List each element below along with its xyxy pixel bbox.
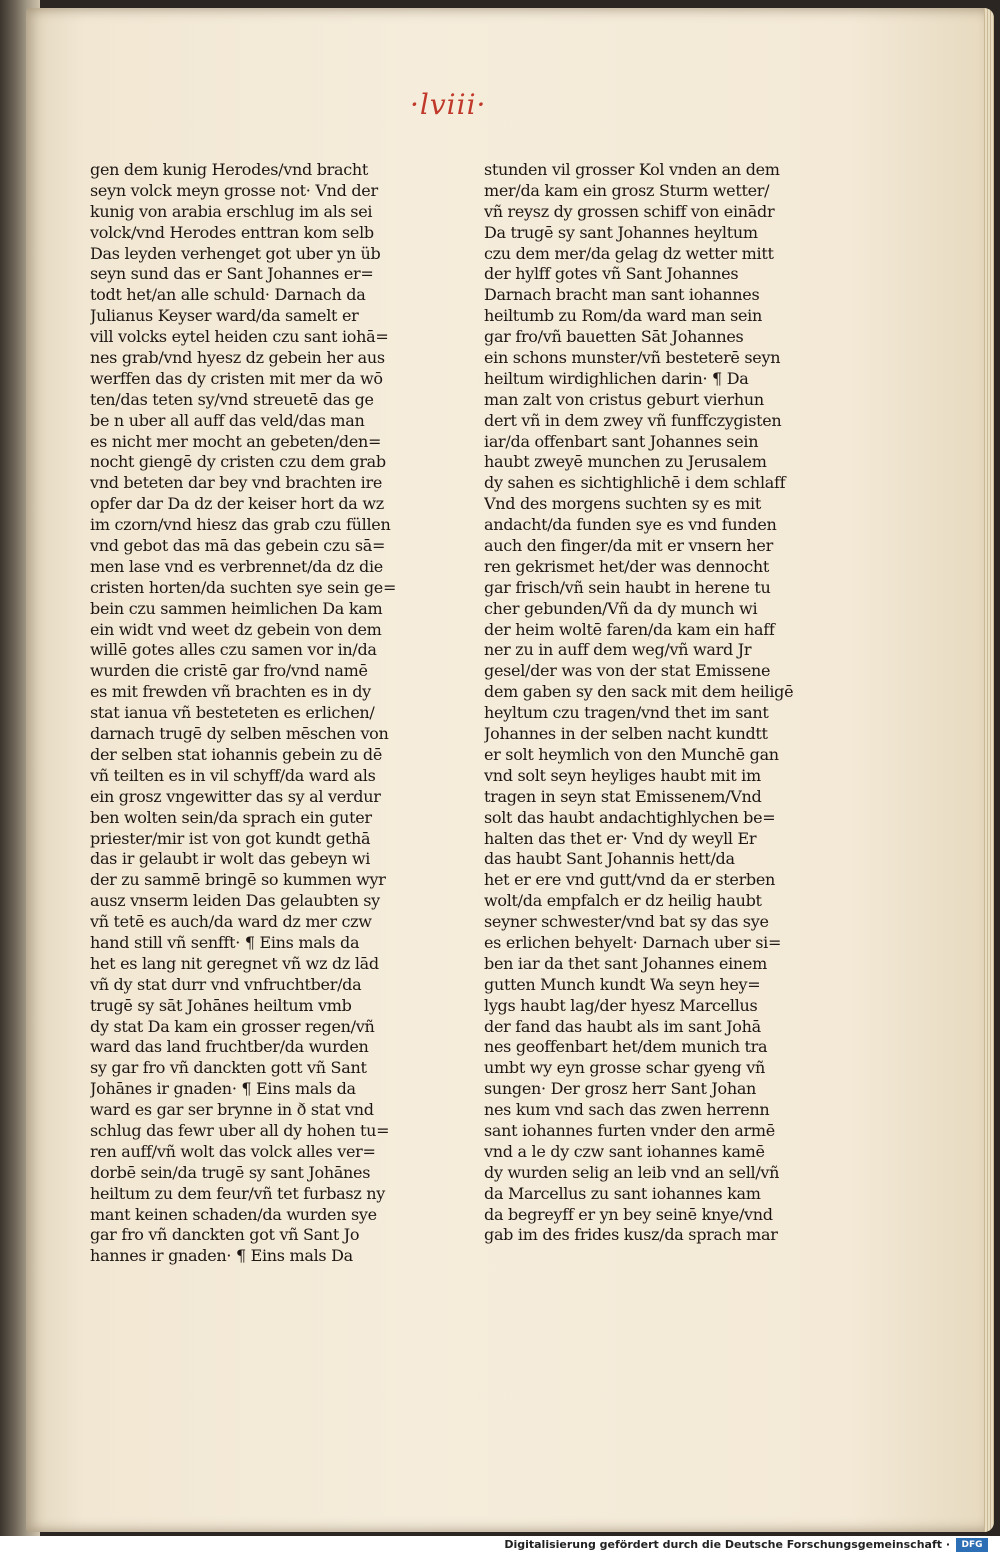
text-line: schlug das fewr uber all dy hohen tu= bbox=[90, 1120, 390, 1140]
text-line: cher gebunden/Vñ da dy munch wi bbox=[484, 598, 758, 618]
text-line: ren gekrismet het/der was dennocht bbox=[484, 556, 770, 576]
text-line: darnach trugē dy selben mēschen von bbox=[90, 724, 389, 744]
text-line: gar fro vñ danckten got vñ Sant Jo bbox=[90, 1225, 360, 1245]
text-line: sant iohannes furten vnder den armē bbox=[484, 1120, 775, 1140]
text-line: hand still vñ senfft· ¶ Eins mals da bbox=[90, 932, 360, 952]
text-line: es erlichen behyelt· Darnach uber si= bbox=[484, 932, 782, 952]
text-line: das haubt Sant Johannis hett/da bbox=[484, 849, 735, 869]
text-line: vnd a le dy czw sant iohannes kamē bbox=[484, 1141, 765, 1161]
text-line: halten das thet er· Vnd dy weyll Er bbox=[484, 828, 757, 848]
text-line: der selben stat iohannis gebein zu dē bbox=[90, 744, 383, 764]
text-line: Julianus Keyser ward/da samelt er bbox=[90, 306, 359, 326]
text-line: sungen· Der grosz herr Sant Johan bbox=[484, 1079, 757, 1099]
text-line: seyn volck meyn grosse not· Vnd der bbox=[90, 180, 378, 200]
text-line: het es lang nit geregnet vñ wz dz lād bbox=[90, 953, 379, 973]
text-line: heiltum zu dem feur/vñ tet furbasz ny bbox=[90, 1183, 385, 1203]
text-line: ben iar da thet sant Johannes einem bbox=[484, 953, 767, 973]
text-line: Darnach bracht man sant iohannes bbox=[484, 285, 760, 305]
text-line: mer/da kam ein grosz Sturm wetter/ bbox=[484, 180, 770, 200]
text-line: sy gar fro vñ danckten gott vñ Sant bbox=[90, 1058, 367, 1078]
text-line: er solt heymlich von den Munchē gan bbox=[484, 744, 779, 764]
text-line: ausz vnserm leiden Das gelaubten sy bbox=[90, 891, 380, 911]
text-line: das ir gelaubt ir wolt das gebeyn wi bbox=[90, 849, 371, 869]
text-line: Das leyden verhenget got uber yn üb bbox=[90, 243, 381, 263]
text-line: stat ianua vñ besteteten es erlichen/ bbox=[90, 703, 375, 723]
text-line: umbt wy eyn grosse schar gyeng vñ bbox=[484, 1058, 766, 1078]
text-line: ren auff/vñ wolt das volck alles ver= bbox=[90, 1141, 376, 1161]
text-line: seyn sund das er Sant Johannes er= bbox=[90, 264, 374, 284]
footer-credit: Digitalisierung gefördert durch die Deutsche Forschungsgemeinschaft · bbox=[504, 1538, 950, 1551]
text-line: haubt zweyē munchen zu Jerusalem bbox=[484, 452, 767, 472]
text-line: gutten Munch kundt Wa seyn hey= bbox=[484, 974, 761, 994]
text-line: stunden vil grosser Kol vnden an dem bbox=[484, 160, 780, 179]
text-line: vnd gebot das mā das gebein czu sā= bbox=[90, 536, 386, 556]
text-line: vnd solt seyn heyliges haubt mit im bbox=[484, 765, 761, 785]
folio-number: ·lviii· bbox=[410, 88, 487, 121]
text-line: tragen in seyn stat Emissenem/Vnd bbox=[484, 786, 762, 806]
text-line: gen dem kunig Herodes/vnd bracht bbox=[90, 160, 369, 179]
text-line: da begreyff er yn bey seinē knye/vnd bbox=[484, 1204, 773, 1224]
text-line: dert vñ in dem zwey vñ funffczygisten bbox=[484, 410, 782, 430]
text-line: werffen das dy cristen mit mer da wō bbox=[90, 368, 383, 388]
text-line: auch den finger/da mit er vnsern her bbox=[484, 536, 773, 556]
text-line: gar frisch/vñ sein haubt in herene tu bbox=[484, 577, 771, 597]
text-line: ward es gar ser brynne in ð stat vnd bbox=[90, 1100, 374, 1120]
text-line: gab im des frides kusz/da sprach mar bbox=[484, 1225, 778, 1245]
text-line: wurden die cristē gar fro/vnd namē bbox=[90, 661, 368, 681]
text-line: andacht/da funden sye es vnd funden bbox=[484, 515, 777, 535]
text-line: dy stat Da kam ein grosser regen/vñ bbox=[90, 1016, 375, 1036]
text-line: lygs haubt lag/der hyesz Marcellus bbox=[484, 995, 758, 1015]
text-line: iar/da offenbart sant Johannes sein bbox=[484, 431, 759, 451]
text-line: der zu sammē bringē so kummen wyr bbox=[90, 870, 386, 890]
text-line: dy sahen es sichtighlichē i dem schlaff bbox=[484, 473, 786, 493]
text-line: der hylff gotes vñ Sant Johannes bbox=[484, 264, 739, 284]
text-line: es mit frewden vñ brachten es in dy bbox=[90, 682, 371, 702]
text-line: ben wolten sein/da sprach ein guter bbox=[90, 807, 372, 827]
text-line: heiltum wirdighlichen darin· ¶ Da bbox=[484, 368, 749, 388]
page-edge bbox=[984, 8, 994, 1532]
text-line: gesel/der was von der stat Emissene bbox=[484, 661, 771, 681]
text-line: dorbē sein/da trugē sy sant Johānes bbox=[90, 1162, 371, 1182]
text-line: hannes ir gnaden· ¶ Eins mals Da bbox=[90, 1246, 353, 1266]
text-line: dem gaben sy den sack mit dem heiligē bbox=[484, 682, 794, 702]
text-line: gar fro/vñ bauetten Sāt Johannes bbox=[484, 327, 744, 347]
text-line: ten/das teten sy/vnd streuetē das ge bbox=[90, 389, 374, 409]
text-line: man zalt von cristus geburt vierhun bbox=[484, 389, 764, 409]
text-line: dy wurden selig an leib vnd an sell/vñ bbox=[484, 1162, 780, 1182]
text-line: trugē sy sāt Johānes heiltum vmb bbox=[90, 995, 352, 1015]
text-line: mant keinen schaden/da wurden sye bbox=[90, 1204, 377, 1224]
text-line: Johānes ir gnaden· ¶ Eins mals da bbox=[90, 1079, 356, 1099]
text-line: be n uber all auff das veld/das man bbox=[90, 410, 365, 430]
text-line: wolt/da empfalch er dz heilig haubt bbox=[484, 891, 762, 911]
text-line: im czorn/vnd hiesz das grab czu füllen bbox=[90, 515, 391, 535]
text-line: ein schons munster/vñ besteterē seyn bbox=[484, 348, 781, 368]
text-line: ner zu in auff dem weg/vñ ward Jr bbox=[484, 640, 752, 660]
text-line: Vnd des morgens suchten sy es mit bbox=[484, 494, 761, 514]
text-line: willē gotes alles czu samen vor in/da bbox=[90, 640, 377, 660]
text-line: ward das land fruchtber/da wurden bbox=[90, 1037, 369, 1057]
text-line: het er ere vnd gutt/vnd da er sterben bbox=[484, 870, 776, 890]
text-line: da Marcellus zu sant iohannes kam bbox=[484, 1183, 761, 1203]
text-line: Johannes in der selben nacht kundtt bbox=[484, 724, 768, 744]
text-line: heiltumb zu Rom/da ward man sein bbox=[484, 306, 762, 326]
text-line: Da trugē sy sant Johannes heyltum bbox=[484, 222, 758, 242]
text-line: todt het/an alle schuld· Darnach da bbox=[90, 285, 366, 305]
text-line: kunig von arabia erschlug im als sei bbox=[90, 201, 373, 221]
text-line: nes geoffenbart het/dem munich tra bbox=[484, 1037, 768, 1057]
text-line: bein czu sammen heimlichen Da kam bbox=[90, 598, 383, 618]
text-line: solt das haubt andachtighlychen be= bbox=[484, 807, 776, 827]
text-line: vñ dy stat durr vnd vnfruchtber/da bbox=[90, 974, 362, 994]
text-line: nocht giengē dy cristen czu dem grab bbox=[90, 452, 386, 472]
text-line: men lase vnd es verbrennet/da dz die bbox=[90, 556, 383, 576]
text-line: es nicht mer mocht an gebeten/den= bbox=[90, 431, 382, 451]
text-line: priester/mir ist von got kundt gethā bbox=[90, 828, 371, 848]
text-column-right bbox=[484, 160, 809, 1246]
text-line: nes grab/vnd hyesz dz gebein her aus bbox=[90, 348, 385, 368]
text-line: opfer dar Da dz der keiser hort da wz bbox=[90, 494, 384, 514]
text-line: cristen horten/da suchten sye sein ge= bbox=[90, 577, 397, 597]
text-line: vñ teilten es in vil schyff/da ward als bbox=[90, 765, 376, 785]
text-line: czu dem mer/da gelag dz wetter mitt bbox=[484, 243, 774, 263]
text-line: nes kum vnd sach das zwen herrenn bbox=[484, 1100, 770, 1120]
text-line: der heim woltē faren/da kam ein haff bbox=[484, 619, 775, 639]
dfg-logo: DFG bbox=[956, 1538, 988, 1552]
text-column-left bbox=[90, 160, 415, 1267]
text-line: vill volcks eytel heiden czu sant iohā= bbox=[90, 327, 389, 347]
text-line: volck/vnd Herodes enttran kom selb bbox=[90, 222, 374, 242]
text-line: seyner schwester/vnd bat sy das sye bbox=[484, 912, 769, 932]
text-line: ein grosz vngewitter das sy al verdur bbox=[90, 786, 381, 806]
text-line: heyltum czu tragen/vnd thet im sant bbox=[484, 703, 769, 723]
text-line: vñ tetē es auch/da ward dz mer czw bbox=[90, 912, 372, 932]
text-line: vnd beteten dar bey vnd brachten ire bbox=[90, 473, 383, 493]
text-line: der fand das haubt als im sant Johā bbox=[484, 1016, 761, 1036]
text-line: ein widt vnd weet dz gebein von dem bbox=[90, 619, 382, 639]
text-line: vñ reysz dy grossen schiff von einādr bbox=[484, 201, 775, 221]
